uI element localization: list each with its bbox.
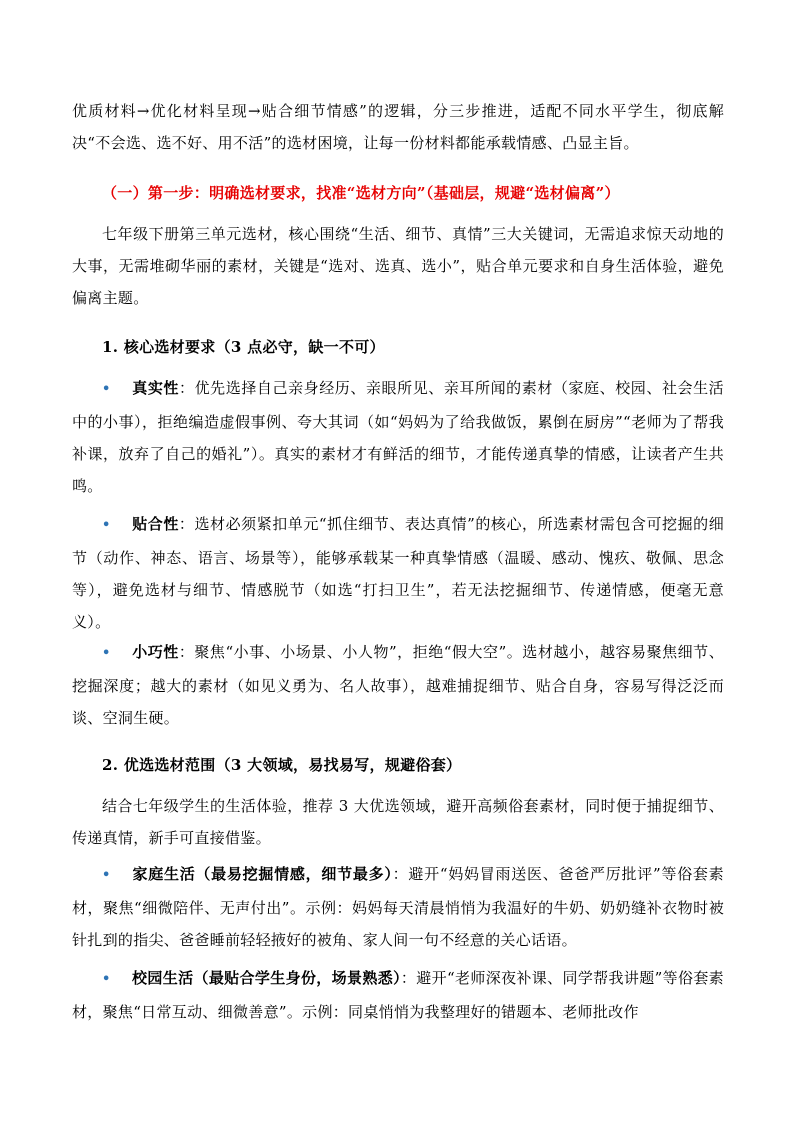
requirement-text: ：选材必须紧扣单元“抓住细节、表达真情”的核心，所选素材需包含可挖掘的细节（动作、神态、语言、场景等），能够承载某一种真挚情感（温暖、感动、愧疚、敬佩、思念等），避免选材与细节、情感脱节（如选“打扫卫生”，若无法挖掘细节、传递情感，便毫无意义）。 xyxy=(72,515,724,631)
bullet-dot-icon: • xyxy=(102,518,111,533)
requirement-label: 真实性 xyxy=(132,379,180,397)
requirement-item-relevance xyxy=(72,508,724,638)
requirement-item-authenticity xyxy=(72,372,724,502)
bullet-dot-icon: • xyxy=(102,646,111,661)
section-intro-paragraph: 七年级下册第三单元选材，核心围绕“生活、细节、真情”三大关键词，无需追求惊天动地的大事，无需堆砌华丽的素材，关键是“选对、选真、选小”，贴合单元要求和自身生活体验，避免偏离主题。 xyxy=(72,225,724,307)
requirement-label: 小巧性 xyxy=(132,643,179,661)
intro-paragraph: 优质材料→优化材料呈现→贴合细节情感”的逻辑，分三步推进，适配不同水平学生，彻底解决“不会选、选不好、用不活”的选材困境，让每一份材料都能承载情感、凸显主旨。 xyxy=(72,102,724,152)
scope-text: ：避开“妈妈冒雨送医、爸爸严厉批评”等俗套素材，聚焦“细微陪伴、无声付出”。示例：妈妈每天清晨悄悄为我温好的牛奶、奶奶缝补衣物时被针扎到的指尖、爸爸睡前轻轻掖好的被角、家人间一句不经意的关心话语。 xyxy=(72,865,724,949)
requirement-label: 贴合性 xyxy=(132,515,179,533)
scope-item-campus xyxy=(72,962,724,1028)
requirement-text: ：优先选择自己亲身经历、亲眼所见、亲耳所闻的素材（家庭、校园、社会生活中的小事），拒绝编造虚假事例、夸大其词（如“妈妈为了给我做饭，累倒在厨房”“老师为了帮我补课，放弃了自己的婚礼”）。真实的素材才有鲜活的细节，才能传递真挚的情感，让读者产生共鸣。 xyxy=(72,379,724,495)
core-requirements-heading: 1. 核心选材要求（3 点必守，缺一不可） xyxy=(102,338,385,356)
bullet-dot-icon: • xyxy=(102,382,111,397)
bullet-dot-icon: • xyxy=(102,972,111,987)
section-heading-step-one: （一）第一步：明确选材要求，找准“选材方向”（基础层，规避“选材偏离”） xyxy=(102,184,620,202)
requirement-item-smallness xyxy=(72,636,724,734)
material-scope-heading: 2. 优选选材范围（3 大领域，易找易写，规避俗套） xyxy=(102,756,462,774)
requirement-text: ：聚焦“小事、小场景、小人物”，拒绝“假大空”。选材越小，越容易聚焦细节、挖掘深度；越大的素材（如见义勇为、名人故事），越难捕捉细节、贴合自身，容易写得泛泛而谈、空洞生硬。 xyxy=(72,643,725,727)
scope-label: 校园生活（最贴合学生身份，场景熟悉） xyxy=(132,969,401,987)
scope-text: ：避开“老师深夜补课、同学帮我讲题”等俗套素材，聚焦“日常互动、细微善意”。示例：同桌悄悄为我整理好的错题本、老师批改作 xyxy=(72,969,724,1021)
bullet-dot-icon: • xyxy=(102,868,111,883)
material-scope-paragraph: 结合七年级学生的生活体验，推荐 3 大优选领域，避开高频俗套素材，同时便于捕捉细节、传递真情，新手可直接借鉴。 xyxy=(72,797,724,847)
scope-item-family xyxy=(72,858,724,956)
scope-label: 家庭生活（最易挖掘情感，细节最多） xyxy=(132,865,393,883)
